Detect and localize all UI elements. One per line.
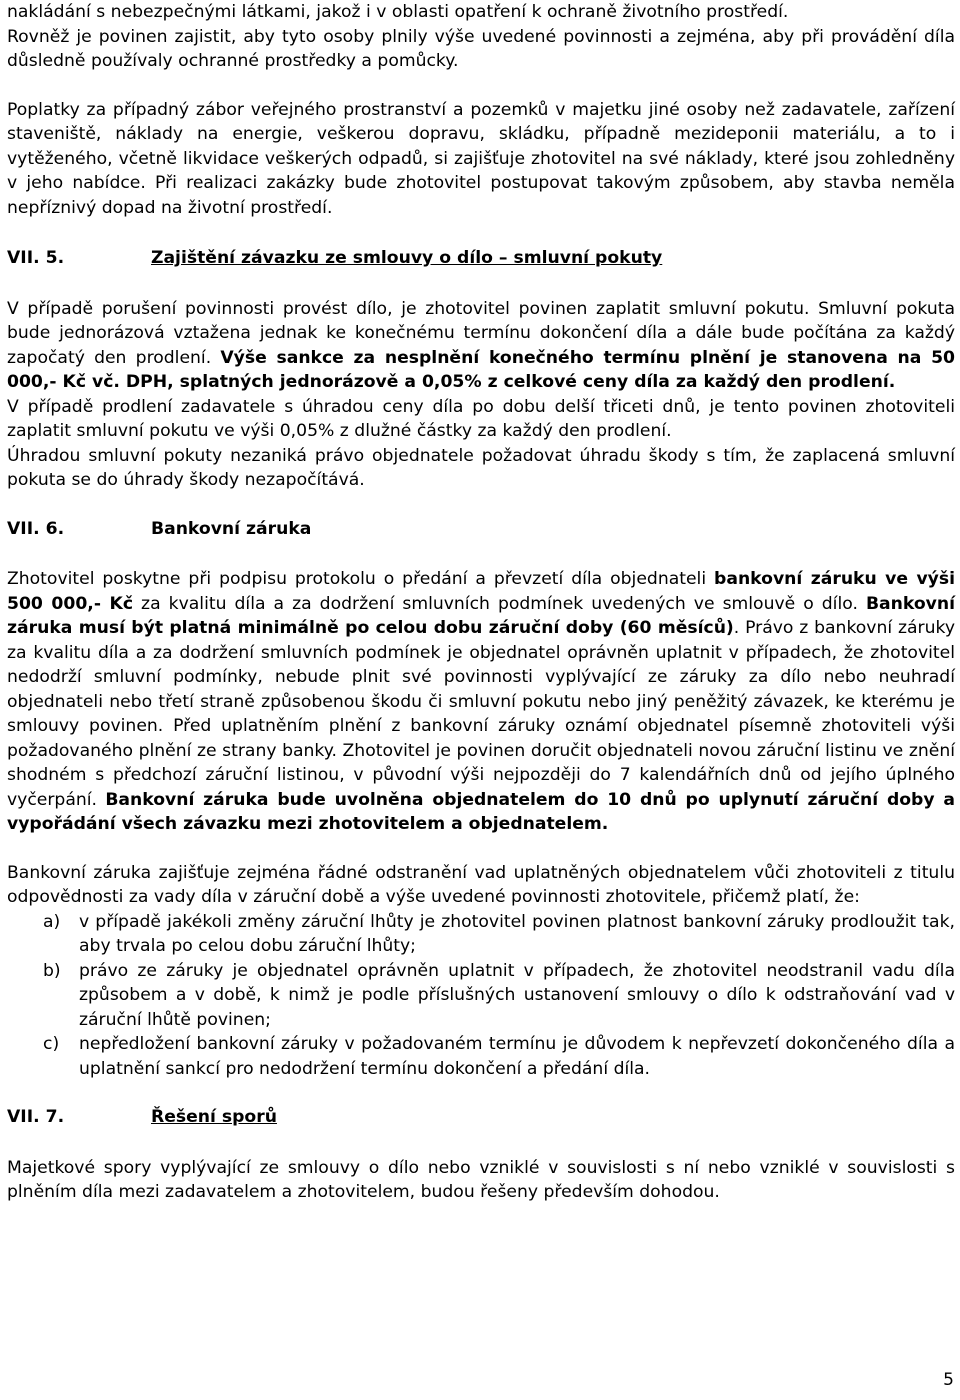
list-item-text: v případě jakékoli změny záruční lhůty je zhotovitel povinen platnost bankovní záruky prodloužit tak, aby trvala po celou dobu záruční lhůty;: [79, 911, 955, 956]
bank-guarantee-paragraph: [7, 567, 955, 837]
guarantee-conditions-list: [7, 910, 955, 1082]
document-page: [7, 0, 955, 1205]
list-marker: a): [43, 911, 61, 932]
section-heading-vii6: [7, 517, 955, 542]
list-item: [7, 959, 955, 1033]
section-title: Zajištění závazku ze smlouvy o dílo – smluvní pokuty: [151, 248, 663, 268]
guarantee-amount-text: bankovní záruku ve výši 500 000,- Kč: [7, 569, 956, 614]
guarantee-release-text: Bankovní záruka bude uvolněna objednatelem do 10 dnů po uplynutí záruční doby a vypořádání všech závazku mezi zhotovitelem a objednatelem.: [7, 789, 955, 834]
damages-paragraph: Úhradou smluvní pokuty nezaniká právo objednatele požadovat úhradu škody s tím, že zaplacená smluvní pokuta se do úhrady škody nezapočítává.: [7, 445, 955, 490]
list-item: [7, 1032, 955, 1081]
list-marker: b): [43, 960, 61, 981]
delay-paragraph: V případě prodlení zadavatele s úhradou ceny díla po dobu delší třiceti dnů, je tento povinen zhotoviteli zaplatit smluvní pokutu ve výši 0,05% z dlužné částky za každý den prodlení.: [7, 396, 955, 441]
page-number: 5: [943, 1370, 954, 1390]
section-heading-vii5: [7, 246, 955, 271]
list-item: [7, 910, 955, 959]
intro-paragraph: Rovněž je povinen zajistit, aby tyto osoby plnily výše uvedené povinnosti a zejména, aby při provádění díla důsledně používaly ochranné prostředky a pomůcky.: [7, 26, 955, 71]
penalty-paragraph: [7, 297, 955, 395]
disputes-paragraph: Majetkové spory vyplývající ze smlouvy o dílo nebo vzniklé v souvislosti s ní nebo vzniklé v souvislosti s plněním díla mezi zadavatelem a zhotovitelem, budou řešeny především dohodou.: [7, 1157, 955, 1202]
section-number: VII. 7.: [7, 1107, 65, 1127]
intro-carry-line: nakládání s nebezpečnými látkami, jakož i v oblasti opatření k ochraně životního prostředí.: [7, 2, 789, 22]
section-heading-vii7: [7, 1105, 955, 1130]
guarantee-scope-paragraph: Bankovní záruka zajišťuje zejména řádné odstranění vad uplatněných objednatelem vůči zhotoviteli z titulu odpovědnosti za vady díla v záruční době a výše uvedené povinnosti zhotovitele, přičemž platí, že:: [7, 862, 955, 907]
section-title: Bankovní záruka: [151, 518, 312, 539]
list-marker: c): [43, 1034, 60, 1054]
penalty-text: V případě porušení povinnosti provést dílo, je zhotovitel povinen zaplatit smluvní pokutu. Smluvní pokuta bude jednorázová vztažena jednak ke konečnému termínu dokončení díla a dále bude počítána za každý započatý den prodlení.: [7, 298, 955, 368]
guarantee-text: Zhotovitel poskytne při podpisu protokolu o předání a převzetí díla objednateli: [7, 569, 715, 589]
list-item-text: právo ze záruky je objednatel oprávněn uplatnit v případech, že zhotovitel neodstranil vadu díla způsobem a v době, k nimž je podle příslušných ustanovení smlouvy o dílo k odstraňování vad v záruční lhůtě povinen;: [79, 960, 955, 1030]
guarantee-text: za kvalitu díla a za dodržení smluvních podmínek uvedených ve smlouvě o dílo.: [133, 593, 866, 614]
list-item-text: nepředložení bankovní záruky v požadovaném termínu je důvodem k nepřevzetí dokončeného díla a uplatnění sankcí pro nedodržení termínu dokončení a předání díla.: [79, 1034, 955, 1079]
guarantee-text: . Právo z bankovní záruky za kvalitu díla a za dodržení smluvních podmínek je objednatel oprávněn uplatnit v případech, že zhotovitel nedodrží smluvní podmínky, nebude plnit své povinnosti vyplývající ze záruky za dílo nebo neuhradí objednateli nebo třetí straně způsobenou škodu či smluvní pokutu nebo jiný peněžitý závazek, ke kterému je smlouvy povinen. Před uplatněním plnění z bankovní záruky oznámí objednatel písemně zhotoviteli výši požadovaného plnění ze strany banky. Zhotovitel je povinen doručit objednateli novou záruční listinu ve znění shodném s předchozí záruční listinou, v původní výši nejpozději do 7 kalendářních dnů od jejího úplného vyčerpání.: [7, 618, 955, 810]
fees-paragraph: Poplatky za případný zábor veřejného prostranství a pozemků v majetku jiné osoby než zadavatele, zařízení staveniště, náklady na energie, veškerou dopravu, skládku, případně mezideponii materiálu, a to i vytěženého, včetně likvidace veškerých odpadů, si zajišťuje zhotovitel na své náklady, které jsou zohledněny v jeho nabídce. Při realizaci zakázky bude zhotovitel postupovat takovým způsobem, aby stavba neměla nepříznivý dopad na životní prostředí.: [7, 99, 955, 218]
section-number: VII. 6.: [7, 518, 65, 539]
section-number: VII. 5.: [7, 248, 65, 268]
section-title: Řešení sporů: [151, 1107, 277, 1127]
penalty-amount-text: Výše sankce za nesplnění konečného termínu plnění je stanovena na 50 000,- Kč vč. DPH, splatných jednorázově a 0,05% z celkové ceny díla za každý den prodlení.: [7, 347, 955, 392]
guarantee-validity-text: Bankovní záruka musí být platná minimálně po celou dobu záruční doby (60 měsíců): [7, 593, 955, 638]
